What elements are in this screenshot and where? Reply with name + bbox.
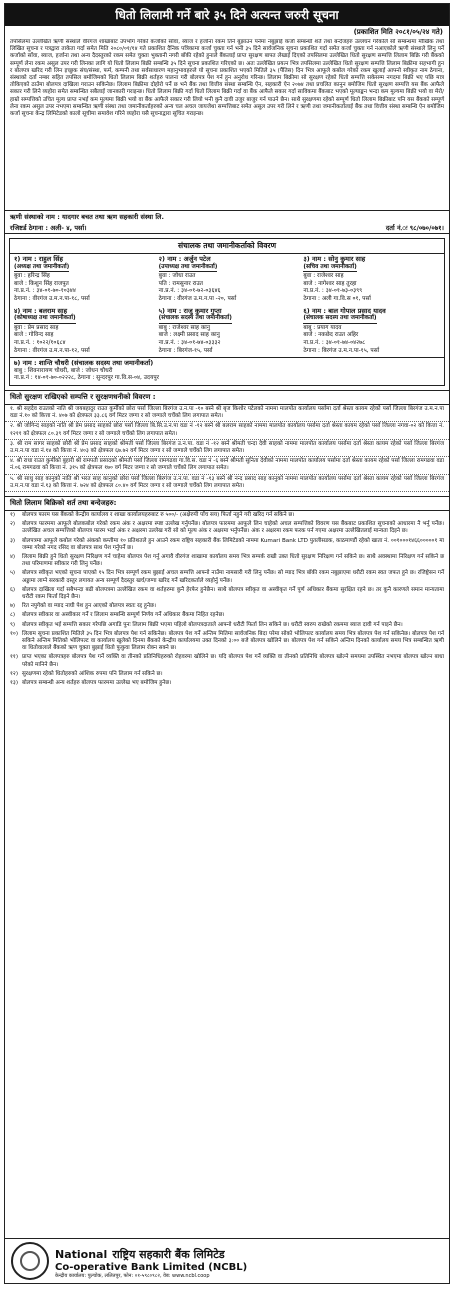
guarantor-father: बाबु : राजेश्वर साह कानु	[158, 324, 211, 331]
guarantor-card-seventh	[10, 357, 444, 385]
guarantor-father: बुवा : प्रेम प्रसाद साह	[14, 324, 59, 331]
guarantor-father: बुवा : राजेश्वर साह	[303, 273, 344, 280]
guarantor-father: बाबु : प्रयाग यादव	[303, 324, 342, 331]
guarantor-card	[299, 254, 444, 306]
condition-number: ८)	[10, 612, 16, 619]
condition-text: रित नपुगेको वा म्याद नाघी पेश हुन आएको बोलपत्र स्वतः रद्द हुनेछ।	[22, 603, 157, 610]
guarantor-role: (अध्यक्ष तथा जमानीकर्ता)	[14, 264, 69, 273]
guarantor-name: ५) नाम : राजु कुमार गुप्ता	[158, 306, 222, 315]
property-item: ४. श्री राधा राउत कुर्मीको बुहारी श्री रामपती प्रसादको श्रीमती पर्सा जिल्ला रामगढवा गा.वि.स. वडा नं -६ बस्ने श्रीमती सुनिता देवीको नाममा मालपोत कार्यालय पर्सामा दर्ता श्रेस्ता कायम रहेको पर्सा जिल्ला रामगढवा वडा नं.०६ रामगढवा को कित्ता नं. ३१५ को क्षेत्रफल १७० वर्ग मिटर जग्गा र सो जग्गाले चर्चेको लिग लगापात समेत।	[5, 457, 449, 474]
condition-text: बोलपत्र फारममा आफूले बोलकबोल गरेको रकम अंक र अक्षरमा स्पष्ट उल्लेख गर्नुपर्नेछ। बोलपत्र फारममा आफूले लिन चाहेको अचल सम्पत्तिको विवरण यस बैंकबाट प्रकाशित सूचनाको आधारमा नै भर्नु पर्नेछ। उल्लेखित अचल सम्पत्तिको बोलपत्र फारम भर्दा अंक र अक्षरमा उल्लेख गरी सो को मूल्य अंक र अक्षरमा भर्नुपर्नेछ। अंक र अक्षरमा रकम फरक पर्न गएमा अक्षरमा उल्लेखितलाई मान्यता दिइने छ।	[22, 521, 444, 535]
property-item: १. श्री सहदेव राउतको नाति श्री जयबहादुर राउत कुर्मीको छोरा पर्सा जिल्ला बिरगंज उ.न.पा -१० बस्ने श्री बृज किशोर पटेलको नाममा मालपोत कार्यालय पर्सामा दर्ता श्रेस्ता कायम रहेको पर्सा जिल्ला बिरगंज उ.म.न.पा वडा नं.१० को कित्ता नं. ४०७ को क्षेत्रफल ३३.८६ वर्ग मिटर जग्गा र सो जग्गाले चर्चेको लिग लगापात समेत।	[5, 405, 449, 422]
condition-text: बोलपत्र फारम यस बैंकको केन्द्रीय कार्यालय र शाखा कार्यालयहरुबाट रु ५००/- (अक्षेरुपी पाँच सय) फिर्ता नहुने गरी खरिद गर्न सकिने छ।	[22, 511, 295, 518]
guarantor-father: बुवा : जोधा राउत	[158, 273, 196, 280]
condition-item	[5, 537, 449, 553]
guarantor-citizenship: ना.प्र.नं. : ३४-०१-७४-०३३३२	[158, 339, 221, 346]
bank-name-nepali: राष्ट्रिय सहकारी बैंक लिमिटेड	[112, 1248, 225, 1261]
guarantor-citizenship: ना.प्र.नं. : ३४-०१-७४-०४२७८	[303, 339, 366, 346]
borrower-name-row	[5, 210, 449, 222]
conditions-list	[5, 511, 449, 688]
condition-item	[5, 611, 449, 620]
condition-number: १)	[10, 511, 16, 518]
guarantor-address: ठेगाना : वीरगंज उ.म.न.पा -२०, पर्सा	[158, 295, 237, 302]
guarantor-address: ठेगाना : वीरगंज उ.म.न.पा-१२, पर्सा	[14, 347, 90, 354]
guarantor-citizenship: ना.प्र.नं. : ३४-०१-७२-०३६४६	[158, 288, 221, 295]
guarantors-heading: संचालक तथा जमानीकर्ताको विवरण	[10, 239, 444, 254]
condition-item	[5, 520, 449, 536]
condition-number: १३)	[10, 680, 18, 686]
property-list	[5, 405, 449, 492]
condition-number: १०)	[10, 630, 18, 637]
guarantor-name: ३) नाम : सोनु कुमार साह	[303, 255, 366, 263]
guarantor-card	[155, 254, 300, 306]
condition-number: ४)	[10, 553, 16, 560]
property-item: ५. श्री साधु साह कानुको नाति श्री भरत साह कानुको छोरा पर्सा जिल्ला बिरगंज उ.न.पा. वडा नं -१३ बस्ने श्री नन्द प्रसाद साह कानुको नाममा मालपोत कार्यालय पर्सामा दर्ता श्रेस्ता कायम रहेको पर्सा जिल्ला बिरगंज उ.म.न.पा वडा नं.१३ को कित्ता नं. ७२४ को क्षेत्रफल ८०.४० वर्ग मिटर जग्गा र सो जग्गाले चर्चेको लिग लगापात समेत।	[5, 475, 449, 492]
intro-paragraph: तपसिलमा उल्लेखित ऋणी संस्थाले वीरगंज शाखाबाट उपभोग गरेको कर्जाको साँवा, ब्याज र हर्जाना रकम तिर्न बुझाउन पनेमा नबुझाई कर्जा सम्बन्धी शर्त तथा बन्देजहरु उल्लंघन गरेकोले सो सम्बन्धमा मौखिक तथा लिखित सूचना र पत्रद्वारा ताकेता गर्दा समेत मिति २०८०/०१/१४ गते प्रकाशित दैनिक पत्रिकामा कर्जा चुक्ता गर्न भनी ३५ दिने सार्वजनिक सूचना प्रकाशित गर्दा समेत कर्जा चुक्ता गर्न नआएकोले ऋणी संस्थाले लिनु पर्ने कर्जाको साँवा, ब्याज, हर्जाना तथा अन्य दैदस्तुरको रकम समेत चुक्ता भुक्तानी नगरी बाँकी रहेको हुनाले बैंकलाई प्राप्त सुरक्षण बापत लेखाई दिएको तपसिलमा उल्लेखित धितो सुरक्षण सम्पत्ति लिलाम बिक्रि गरी बैंकको सम्पूर्ण लेना रकम असुल उपर गरी लिनका लागि यो धितो लिलाम बिक्री सम्बन्धि ३५ दिने सूचना प्रकाशित गरिएको छ। अतः उल्लेखित प्रयत्न भित्र तपसिलमा उल्लेखित धितो सुरक्षण सम्पत्ति लिलाम बिक्रीमा सहभागी हुन र बोलपत्र खरिद गरी लिन इच्छुक संघ/संस्था, फर्म, कम्पनी तथा सर्वसाधारण महानुभावहरुले यो सूचना प्रकाशित भएको मितिले ३५ (पैंतिस) दिन भित्र आफूले कबोल गरेको रकम खुलाई आफ्नो स्वीकृत नाम ठेगाना, संस्थाको दर्ता नम्बर सहित तपसिल बमोजिमको धितो लिलाम बिक्री शर्तहरु पालना गरी बोलपत्र पेश गर्न हुन अनुरोध गरिन्छ। लिलाम बिक्रीमा सो सुरक्षण रहेको धितो सम्पत्ति सकेसम्म नगदमा बिक्री भए पछि मात्र तोकिएको ठाउँमा बोलपत्र दाखिला गराउन सकिनेछ। लिलाम बिक्रीमा दोहोरो पर्ने छ भने बैंक तथा वित्तीय संस्था सम्बन्धि ऐन, सहकारी ऐन २०७४ तथा प्रचलित कानुन बमोजिम धितो सुरक्षण सम्पत्ति यस बैंक आफैले सकार गरी लिने व्यहोरा समेत सम्बन्धित सबैलाई जानकारी गराइन्छ। धितो लिलाम बिक्री गर्दा धितो लिलाम बिक्री गर्दा वा बैंक आफैले सकार गर्दा साविकमा बैंकबाट भएको मूल्याङ्कन भन्दा कम मूल्यमा बिक्री भयो वा मेरो/हाम्रो सम्पत्तिको उचित मूल्य प्राप्त नभई कम मूल्यमा बिक्री भयो वा बैंक आफैले सकार गरी लियो भनी कुनै दावी उजुर बाजुर गर्न पाउने छैन। साथै सुरक्षणमा रहेको सम्पूर्ण धितो लिलाम बिक्रीबाट पनि यस बैंकको सम्पूर्ण लेना रकम असुल उपर नभएमा सम्बन्धित ऋणी संस्था तथा जमानीकर्ताहरुको अन्य चल अचल जायजेथा सम्पत्तिबाट समेत असुल उपर गरी लिने र ऋणी तथा जमानीकर्तालाई बैंक तथा वित्तीय संस्था सम्बन्धि ऐन बमोजिम कर्जा सूचना केन्द्र लिमिटेडको कालो सूचीमा समावेश गरिने व्यहोरा यसै सूचनाद्वारा सूचित गराइन्छ।	[10, 39, 445, 118]
guarantor-grandfather: पति : रामसुनार राउत	[158, 280, 203, 287]
borrower-name: ऋणी संस्थाको नाम : यादगार बचत तथा ऋण सहकारी संस्था लि.	[10, 213, 164, 221]
condition-item	[5, 569, 449, 585]
guarantor-grandfather: बाजे : गोविन्द साह	[14, 332, 54, 339]
guarantors-grid	[10, 254, 444, 357]
condition-text: बोलपत्र स्वीकृत भएको सूचना पाएको १५ दिन भित्र सम्पूर्ण रकम बुझाई अचल सम्पत्ति आफ्नो नाउँमा नामसारी गरी लिनु पर्नेछ। सो म्याद भित्र बाँकी रकम नबुझाएमा धरौटी रकम स्वत जफत हुने छ। रजिष्ट्रेसन गर्ने अड्डामा लाग्ने सरकारी दस्तुर लगायत अन्य सम्पूर्ण दैदस्तुर खर्च/जग्गा खरिद गर्ने खरिदकर्ताले व्यहोर्नु पर्नेछ।	[22, 570, 444, 584]
notice-page	[4, 3, 450, 1284]
condition-item	[5, 653, 449, 669]
guarantor-card	[155, 306, 300, 358]
condition-number: ७)	[10, 603, 16, 610]
guarantor-parents: बाबु : शिवनारायण चौधरी, बाजे : जोधन चौधरी	[14, 367, 113, 374]
guarantor-name: २) नाम : अर्जुन पटेल	[158, 255, 211, 263]
guarantor-name: ४) नाम : बलराम साह	[14, 306, 68, 315]
guarantor-name: ६) नाम : बाल गोपाल प्रसाद यादव	[303, 306, 386, 315]
guarantors-section	[9, 238, 445, 386]
publication-date: (प्रकाशित मिति २०८१/०५/२४ गते)	[353, 28, 443, 36]
guarantor-address: ठेगाना : अली गा.वि.स ०१, पर्सा	[303, 295, 371, 302]
condition-item	[5, 670, 449, 679]
conditions-heading: धितो लिलाम बिक्रिको शर्त तथा बन्देजहरु:	[5, 496, 449, 511]
bank-address: केन्द्रीय कार्यालय: पुल्चोक, ललितपुर, फोन: ०१-५९८०९८२, वेब: www.ncbl.coop	[55, 1273, 210, 1279]
condition-item	[5, 630, 449, 654]
condition-text: बोलपत्र सम्बन्धी अन्य शर्तहरु बोलपत्र फारममा उल्लेख भए बमोजिम हुनेछ।	[22, 680, 172, 686]
guarantor-citizenship: ना.प्र.नं. : ३४-०१-७०-१०३४४	[14, 288, 76, 295]
guarantor-role: (संचालक सदस्य तथा जमानीकर्ता)	[303, 315, 376, 324]
condition-item	[5, 621, 449, 630]
guarantor-role: (उपाध्यक्ष तथा जमानीकर्ता)	[159, 264, 218, 273]
guarantor-address: ठेगाना : बिरगंज उ.म.न.पा-१५, पर्सा	[303, 347, 380, 354]
condition-number: ३)	[10, 537, 16, 544]
guarantor-father: बुवा : हरिन्द्र सिंह	[14, 273, 50, 280]
notice-title: धितो लिलामी गर्ने बारे ३५ दिने अत्यन्त जरुरी सूचना	[5, 4, 449, 26]
condition-text: बोलपत्र स्वीकार वा अस्वीकार गर्ने र लिलाम सम्बन्धि सम्पूर्ण निर्णय गर्ने अधिकार बैंकमा निहित रहनेछ।	[22, 612, 225, 619]
bank-logo-icon	[11, 1242, 49, 1280]
guarantor-card	[10, 254, 155, 306]
condition-item	[5, 679, 449, 688]
guarantor-name: ७) नाम : शान्ति चौधरी (संचालक सदस्य तथा जमानीकर्ता)	[14, 359, 154, 368]
guarantor-grandfather: बाजे : किशुन सिंह राजपुत	[14, 280, 69, 287]
condition-text: प्राप्त भएका बोलपत्रहरु बोलपत्र पेश गर्ने व्यक्ति वा तीनको प्रतिनिधिहरुको रोहवरमा खोलिने छ। यदि बोलपत्र पेश गर्ने व्यक्ति वा तीनको प्रतिनिधि बोलपत्र खोल्ने समयमा उपस्थित नभएमा बोलपत्र खोल्न बाधा परेको मानिने छैन।	[22, 654, 444, 668]
condition-text: बोलपत्र स्वीकृत भई सम्पत्ति सकार गरेपछि अगाडि पुनः लिलाम बिक्री भएमा पहिलो बोलपत्रदाताले आफ्नो धरौटी फिर्ता लिन सकिने छ। धरौटी स्वरुप राखेको रकममा ब्याज दावी गर्न पाइने छैन।	[22, 621, 403, 628]
guarantor-grandfather: बाजे : नकछेद राउत अहिर	[303, 332, 359, 339]
condition-number: ११)	[10, 654, 18, 661]
condition-number: ६)	[10, 586, 16, 593]
condition-number: ९)	[10, 621, 16, 628]
guarantor-grandfather: बाजे : नागेश्वर साह तुरहा	[303, 280, 357, 287]
bank-name-block	[55, 1243, 247, 1279]
condition-item	[5, 586, 449, 602]
guarantor-role: (कोषाध्यक्ष तथा जमानीकर्ता)	[14, 315, 76, 324]
guarantor-role: (संचालक सदस्य तथा जमानीकर्ता)	[159, 315, 232, 324]
bank-name-english-1: National	[55, 1248, 108, 1261]
guarantor-card	[299, 306, 444, 358]
condition-text: सुरक्षणमा रहेको धितोहरुको आंशिक रुपमा पनि लिलाम गर्न सकिने छ।	[22, 670, 163, 677]
guarantor-grandfather: बाजे : लक्ष्मी प्रसाद साह कानु	[158, 332, 220, 339]
condition-text: लिलाम सूचना प्रकाशित मितिले ३५ दिन भित्र बोलपत्र पेश गर्न सकिनेछ। बोलपत्र पेश गर्ने अन्तिम मितिमा सार्वजनिक बिदा परेमा सोको भोलिपल्ट कार्यालय समय भित्र बोलपत्र पेश गर्न सकिनेछ। बोलपत्र पेश गर्न सकिने अन्तिम मितिको भोलिपल्ट वा कार्यालय खुलेको दिनमा बैंकको केन्द्रीय कार्यालयमा उक्त दिनको ३:०० बजे बोलपत्र खोलिने छ। बोलपत्र पेश गर्न सकिने अन्तिम दिनको कार्यालय समय भित्र सम्बन्धित ऋणी वा धितोवालाले बैंकको ऋण चुक्ता बुझाई धितो फुकुवा लिलाम रोक्न सक्ने छ।	[22, 630, 444, 652]
borrower-address-row	[5, 222, 449, 234]
guarantor-citizenship-address: ना.प्र.नं : १४-०१-७०-०२२२८, ठेगाना : सुन्दरपुर गा.वि.स-०४, उदयपुर	[14, 375, 160, 382]
property-heading: धितो सुरक्षण राखिएको सम्पत्ति र सुरक्षणधनीको विवरण :	[5, 390, 449, 405]
condition-text: लिलाम बिक्री हुने धितो सुरक्षण निरिक्षण गर्न चाहेमा बोलपत्र पेश गर्नु अगावै वीरगंज शाखामा कार्यालय समय भित्र सम्पर्क राखी उक्त धितो सुरक्षण निरिक्षण गर्न सकिने छ। साथै अवस्थामा निरिक्षण गर्न सकिने छ तथा परिमाणमा स्वीकार गरी लिनु पर्नेछ।	[22, 553, 444, 568]
condition-item	[5, 553, 449, 569]
bank-footer	[5, 1238, 449, 1283]
guarantor-card	[10, 306, 155, 358]
condition-number: २)	[10, 521, 16, 528]
borrower-registration: दर्ता नं.ः ९८/०७०/०७१।	[385, 224, 444, 232]
guarantor-address: ठेगाना : वीरगंज उ.म.न.पा-१८, पर्सा	[14, 295, 90, 302]
guarantor-citizenship: ना.प्र.नं. : ३४-०१-७३-०३९९	[303, 288, 363, 295]
bank-name-english-2: Co-operative Bank Limited (NCBL)	[55, 1262, 248, 1273]
property-item: २. श्री जोगिन्द साहको नाति श्री प्रेम प्रसाद साहको छोरा पर्सा जिल्ला बि.सि.उ.न.पा वडा नं -१२ बस्ने श्री बलराम साहको नाममा मालपोत कार्यालय पर्सामा दर्ता श्रेस्ता कायम रहेको पर्सा जिल्ला नगवा-०२ को कित्ता नं. १२११ को क्षेत्रफल ८०.३९ वर्ग मिटर जग्गा र सो जग्गाले चर्चेको लिग लगापात समेत।	[5, 422, 449, 439]
condition-item	[5, 511, 449, 520]
condition-number: १२)	[10, 670, 18, 677]
condition-text: बोलपत्र दाखिला गर्दा सबैभन्दा बढी बोलपत्रमा उल्लेखित रकम वा शर्तहरुमा कुनै हेरफेर हुनेछैन। साथै बोलपत्र स्वीकृत वा अस्वीकृत गर्ने पूर्ण अधिकार बैंकमा सुरक्षित रहने छ। तर कुनै कारणले समान मान्यतामा धरौटी रकम फिर्ता दिइने छैन।	[22, 586, 444, 600]
guarantor-role: (सचिव तथा जमानीकर्ता)	[303, 264, 356, 273]
property-item: ३. श्री राम सागर साहको छोरी श्री प्रेम प्रसाद साहको श्रीमती पर्सा जिल्ला बिरगंज उ.न.पा. वडा नं -१२ बस्ने श्रीमती चन्दा देवी साहको नाममा मालपोत कार्यालय पर्सामा दर्ता श्रेस्ता कायम रहेको पर्सा जिल्ला बिरगंज उ.म.न.पा वडा नं.१४ को कित्ता नं. ४०३ को क्षेत्रफल ६७.७२ वर्ग मिटर जग्गा र सो जग्गाले चर्चेको लिग लगापात समेत।	[5, 440, 449, 457]
condition-number: ५)	[10, 570, 16, 577]
guarantor-address: ठेगाना : बिरगंज-१५, पर्सा	[158, 347, 213, 354]
condition-text: बोलपत्रमा आफूले कबोल गरेको अंकको कम्तीमा १० प्रतिशतले हुन आउने रकम राष्ट्रिय सहकारी बैंक लिमिटेडको नाममा Kumari Bank LTD पुतलीसडक, काठमाण्डौं रहेको खाता नं. ००१०००१४६६०००००१ मा जम्मा गरेको नगद रसिद वा बोलपत्र साथ पेश गर्नुपर्ने छ।	[22, 537, 444, 551]
guarantor-name: १) नाम : राहुल सिंह	[14, 255, 63, 263]
condition-item	[5, 602, 449, 611]
guarantor-citizenship: ना.प्र.नं. : १०२२/१०६८४	[14, 339, 66, 346]
borrower-address: रजिष्टर्ड ठेगाना : अली- ४, पर्सा।	[10, 224, 87, 232]
